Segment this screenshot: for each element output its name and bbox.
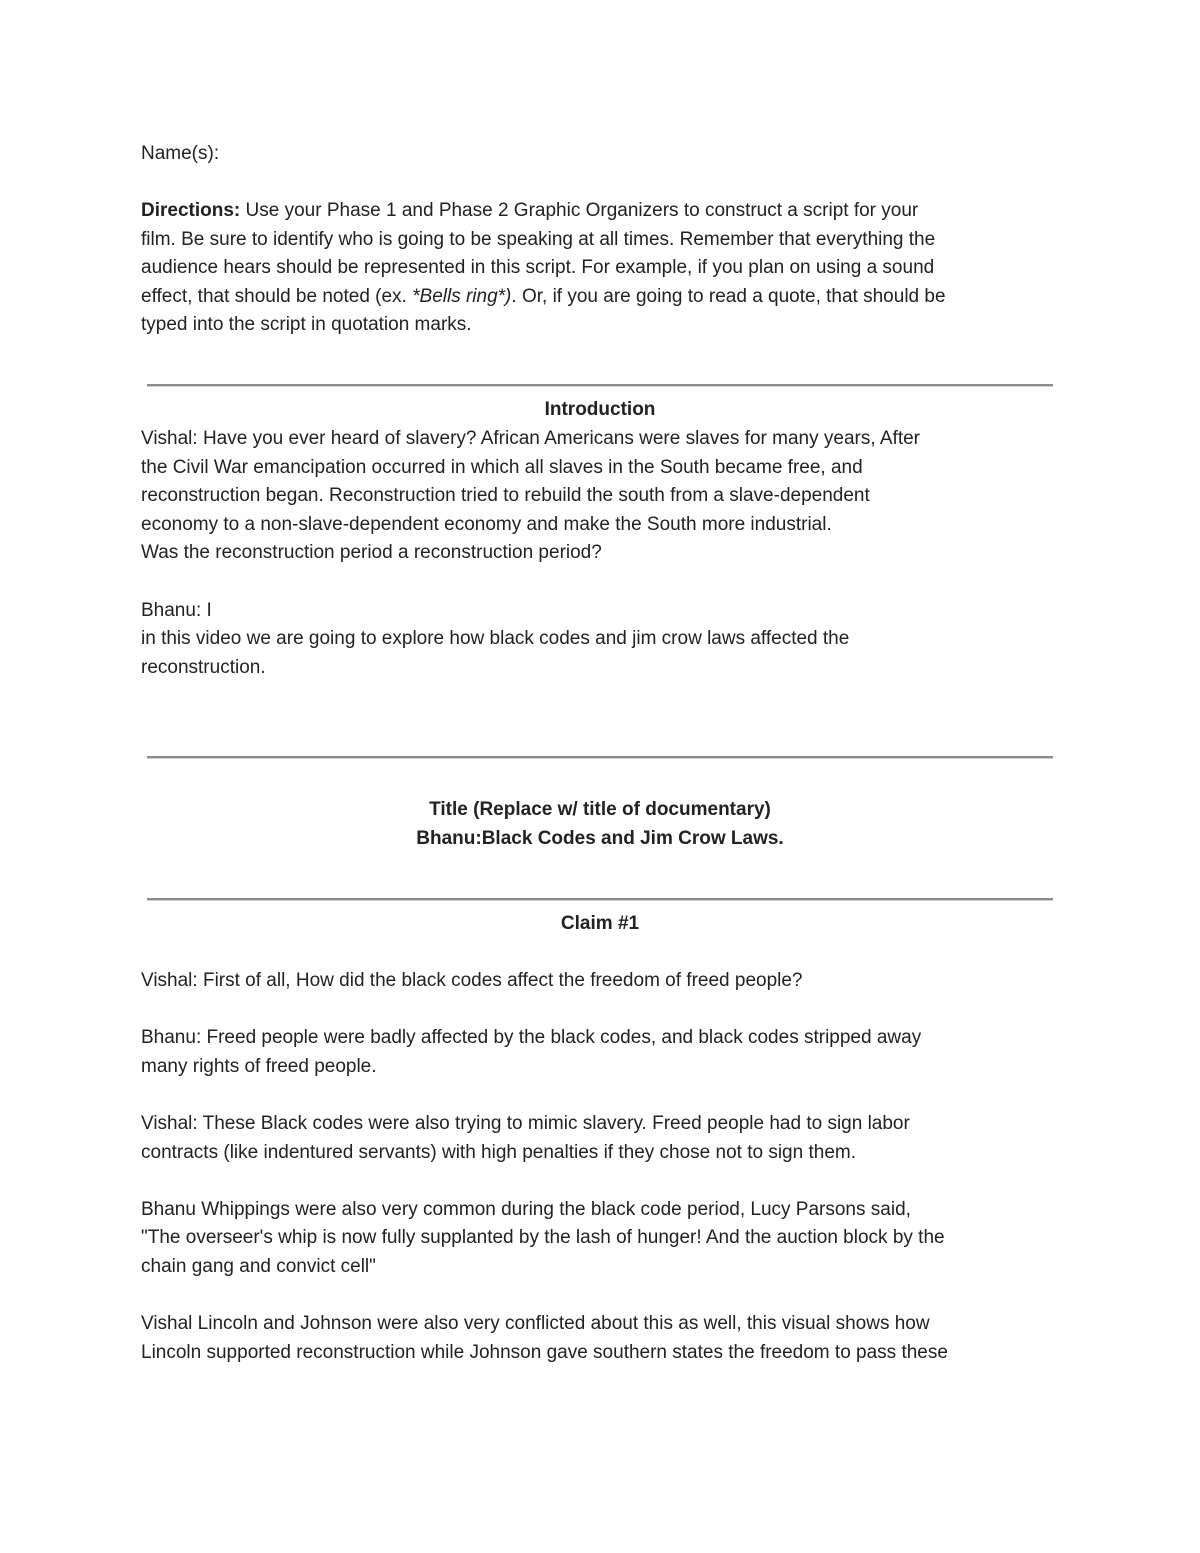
directions-line-3: audience hears should be represented in this script. For example, if you plan on using a sound (141, 257, 935, 279)
directions-line-1 (141, 197, 1061, 226)
directions-text-4a: effect, that should be noted (ex. (141, 285, 413, 307)
directions-line-2: film. Be sure to identify who is going to be speaking at all times. Remember that everything the (141, 228, 936, 250)
directions-example: *Bells ring*) (412, 285, 512, 307)
script-line: Lincoln supported reconstruction while Johnson gave southern states the freedom to pass these (141, 1341, 948, 1363)
script-line: Bhanu: I (141, 599, 212, 621)
script-line: "The overseer's whip is now fully supplanted by the lash of hunger! And the auction block by the (141, 1227, 945, 1249)
script-line (141, 996, 1061, 1025)
script-line: in this video we are going to explore how black codes and jim crow laws affected the (141, 628, 850, 650)
script-line (141, 1081, 1061, 1110)
script-line: reconstruction. (141, 656, 266, 678)
directions-label: Directions: (141, 200, 241, 221)
names-label: Name(s): (141, 143, 220, 164)
introduction-body (141, 425, 1061, 682)
script-line: the Civil War emancipation occurred in which all slaves in the South became free, and (141, 456, 863, 478)
script-line: Was the reconstruction period a reconstruction period? (141, 542, 602, 564)
claim-1-heading: Claim #1 (560, 913, 640, 934)
directions-text-1: Use your Phase 1 and Phase 2 Graphic Organizers to construct a script for your (240, 200, 919, 221)
script-line: Vishal: These Black codes were also trying to mimic slavery. Freed people had to sign labor (141, 1112, 910, 1134)
names-line (141, 140, 1061, 169)
script-line (141, 1282, 1061, 1311)
divider-2 (147, 756, 1053, 759)
claim-1-body (141, 967, 1061, 1367)
documentary-title: Bhanu:Black Codes and Jim Crow Laws. (416, 828, 784, 849)
divider-3 (147, 898, 1053, 901)
title-heading: Title (Replace w/ title of documentary) (429, 799, 771, 820)
script-line: Bhanu Whippings were also very common during the black code period, Lucy Parsons said, (141, 1198, 911, 1220)
script-line: contracts (like indentured servants) with high penalties if they chose not to sign them. (141, 1141, 856, 1163)
script-line (141, 1167, 1061, 1196)
script-line: reconstruction began. Reconstruction tried to rebuild the south from a slave-dependent (141, 485, 870, 507)
script-line: many rights of freed people. (141, 1055, 377, 1077)
script-line: Vishal Lincoln and Johnson were also very conflicted about this as well, this visual shows how (141, 1313, 930, 1335)
script-line: Vishal: Have you ever heard of slavery? African Americans were slaves for many years, After (141, 428, 920, 449)
directions-text-4b: . Or, if you are going to read a quote, that should be (511, 285, 946, 307)
directions-line-4 (141, 283, 1061, 312)
script-line: Bhanu: Freed people were badly affected by the black codes, and black codes stripped away (141, 1027, 922, 1049)
directions-line-5: typed into the script in quotation marks. (141, 314, 472, 336)
script-line: Vishal: First of all, How did the black codes affect the freedom of freed people? (141, 970, 803, 991)
divider-1 (147, 384, 1053, 387)
script-line: economy to a non-slave-dependent economy and make the South more industrial. (141, 513, 832, 535)
script-line: chain gang and convict cell" (141, 1255, 376, 1277)
script-line (141, 568, 1061, 597)
introduction-heading: Introduction (544, 399, 656, 420)
directions-paragraph (141, 197, 1061, 340)
